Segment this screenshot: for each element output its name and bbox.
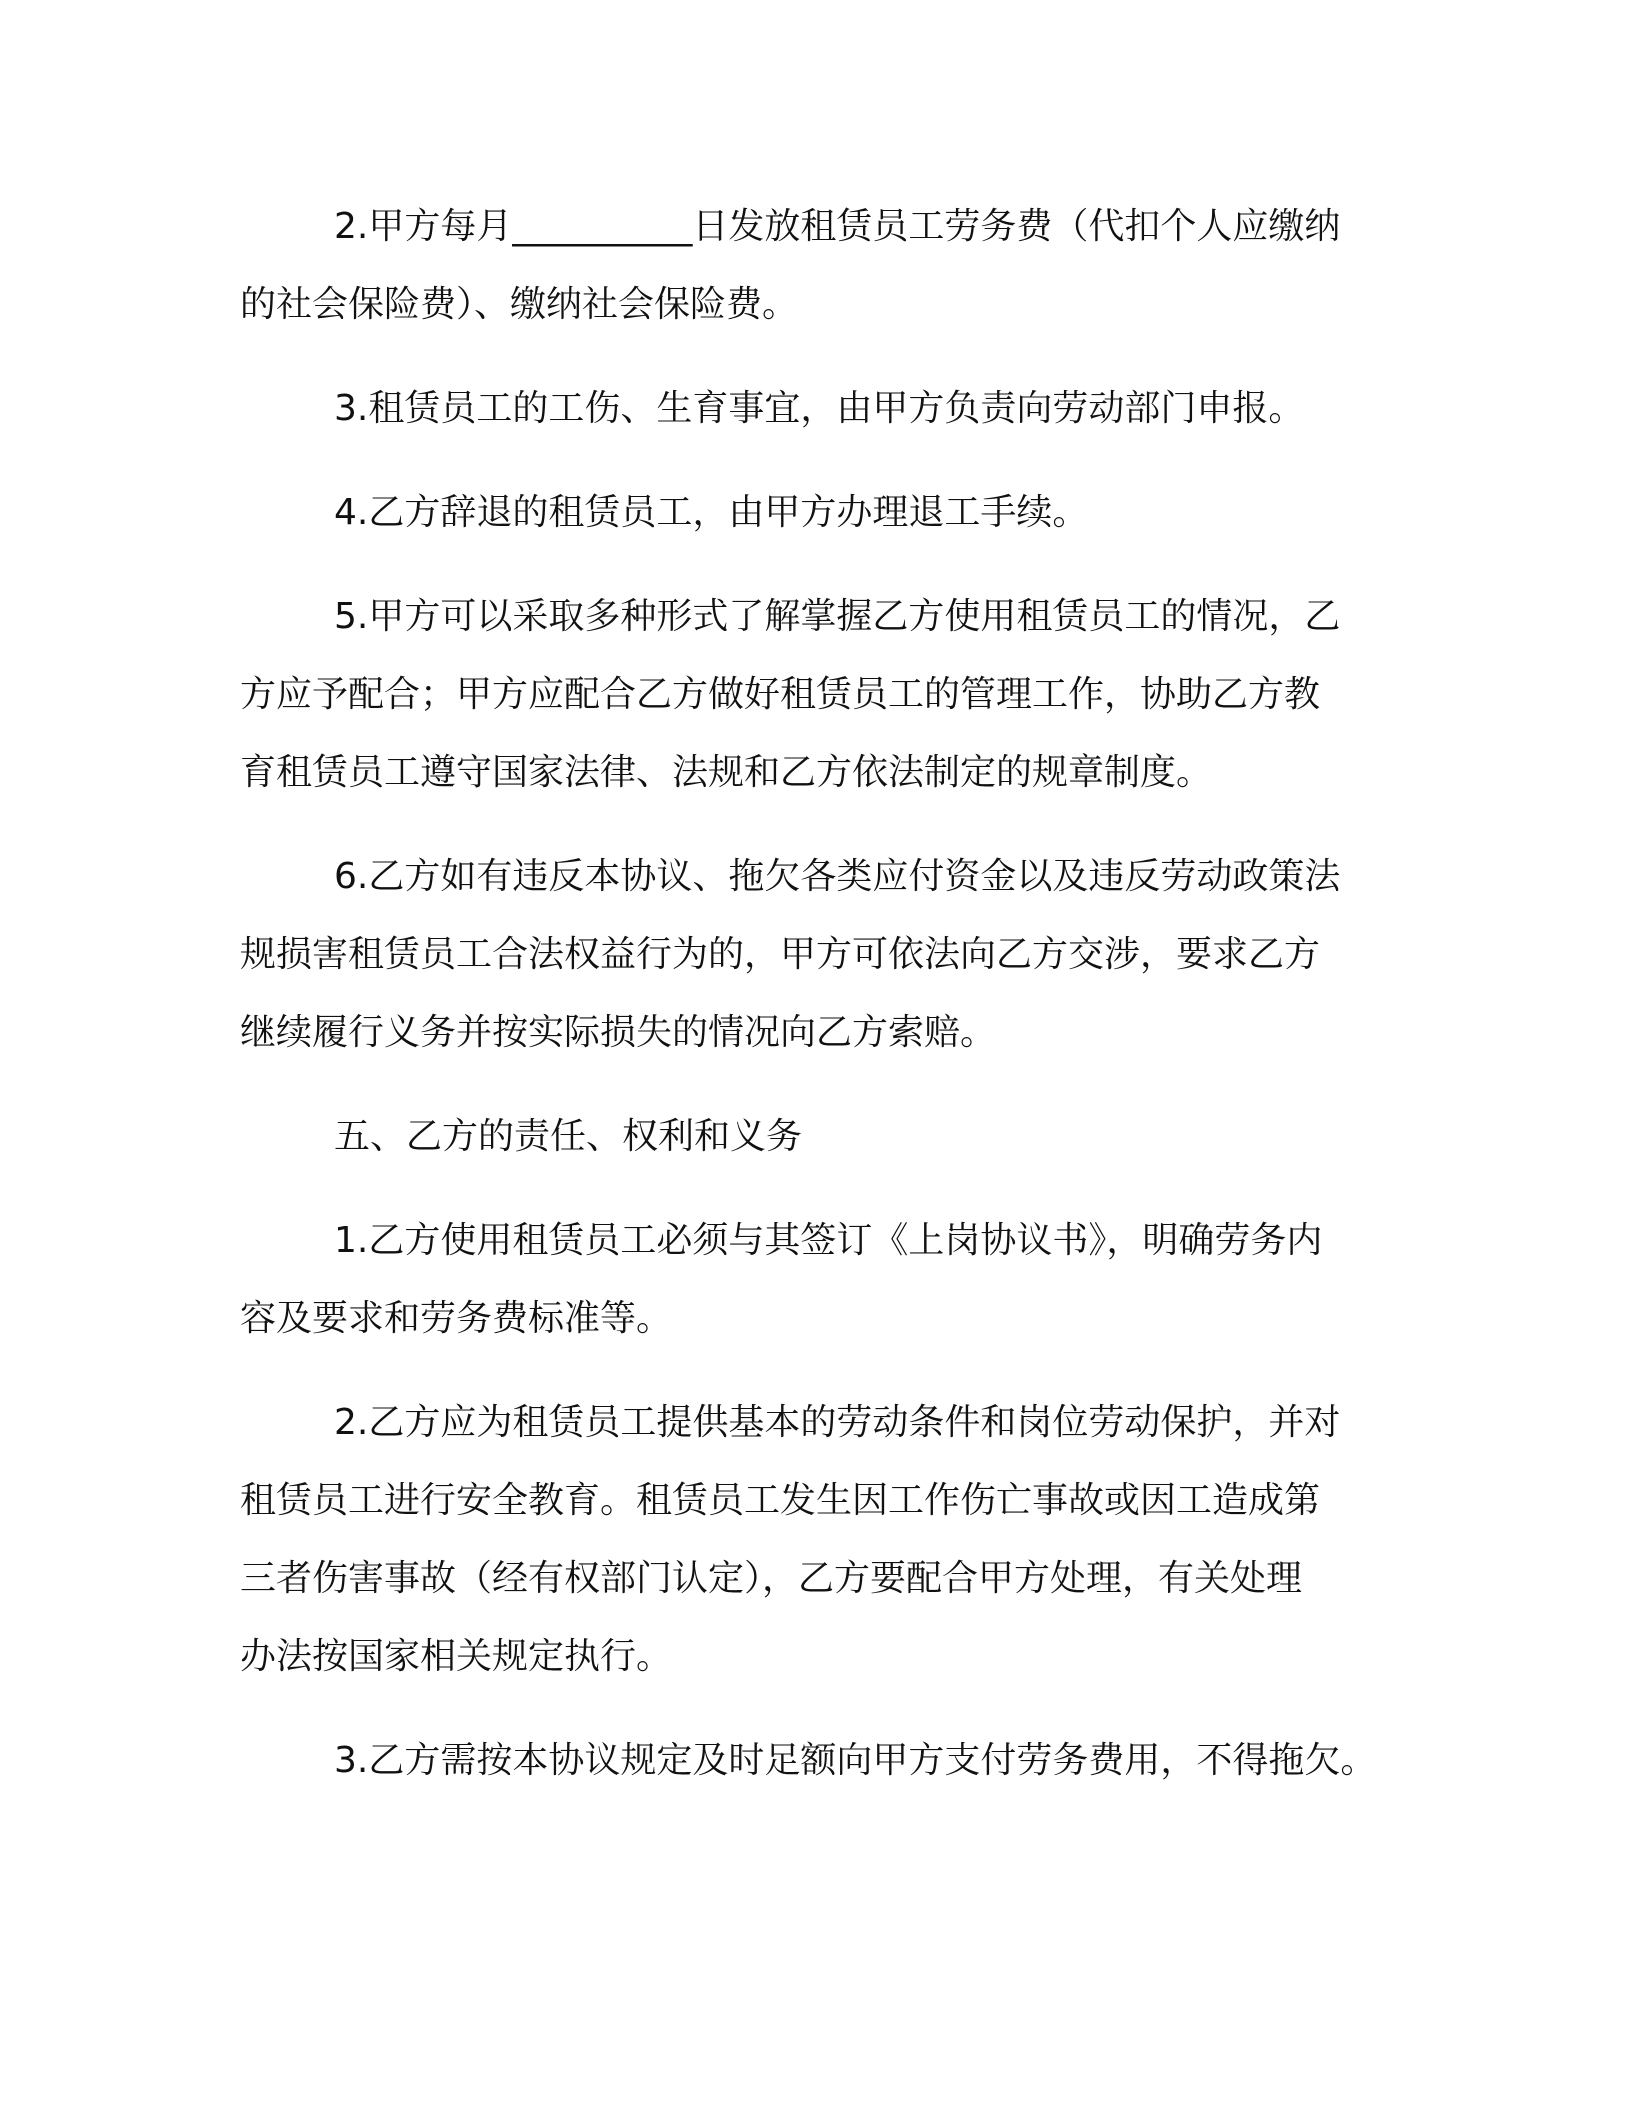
text-line: 1.乙方使用租赁员工必须与其签订《上岗协议书》，明确劳务内 (334, 1220, 1323, 1261)
section-heading-5: 五、乙方的责任、权利和义务 (334, 1116, 803, 1157)
text-line: 5.甲方可以采取多种形式了解掌握乙方使用租赁员工的情况，乙 (334, 596, 1341, 637)
clause-5-2 (240, 1384, 1390, 1696)
text-line: 2.甲方每月__________日发放租赁员工劳务费（代扣个人应缴纳 (334, 206, 1341, 247)
text-line: 4.乙方辞退的租赁员工，由甲方办理退工手续。 (334, 492, 1089, 533)
document-body (240, 188, 1390, 1826)
text-line: 2.乙方应为租赁员工提供基本的劳动条件和岗位劳动保护，并对 (334, 1402, 1341, 1443)
text-line: 育租赁员工遵守国家法律、法规和乙方依法制定的规章制度。 (240, 752, 1213, 793)
text-line: 方应予配合；甲方应配合乙方做好租赁员工的管理工作，协助乙方教 (240, 674, 1321, 715)
clause-4-2 (240, 188, 1390, 344)
text-line: 3.租赁员工的工伤、生育事宜，由甲方负责向劳动部门申报。 (334, 388, 1305, 429)
text-line: 继续履行义务并按实际损失的情况向乙方索赔。 (240, 1012, 997, 1053)
clause-5-1 (240, 1202, 1390, 1358)
text-line: 6.乙方如有违反本协议、拖欠各类应付资金以及违反劳动政策法 (334, 856, 1341, 897)
clause-4-4 (240, 474, 1390, 552)
text-line: 规损害租赁员工合法权益行为的，甲方可依法向乙方交涉，要求乙方 (240, 934, 1321, 975)
text-line: 3.乙方需按本协议规定及时足额向甲方支付劳务费用，不得拖欠。 (334, 1740, 1377, 1781)
text-line: 三者伤害事故（经有权部门认定），乙方要配合甲方处理，有关处理 (240, 1558, 1303, 1599)
text-line: 租赁员工进行安全教育。租赁员工发生因工作伤亡事故或因工造成第 (240, 1480, 1321, 1521)
clause-4-5 (240, 578, 1390, 812)
text-line: 容及要求和劳务费标准等。 (240, 1298, 673, 1339)
clause-5-3 (240, 1722, 1390, 1800)
text-line: 办法按国家相关规定执行。 (240, 1636, 673, 1677)
clause-4-6 (240, 838, 1390, 1072)
clause-4-3 (240, 370, 1390, 448)
text-line: 的社会保险费）、缴纳社会保险费。 (240, 284, 799, 325)
